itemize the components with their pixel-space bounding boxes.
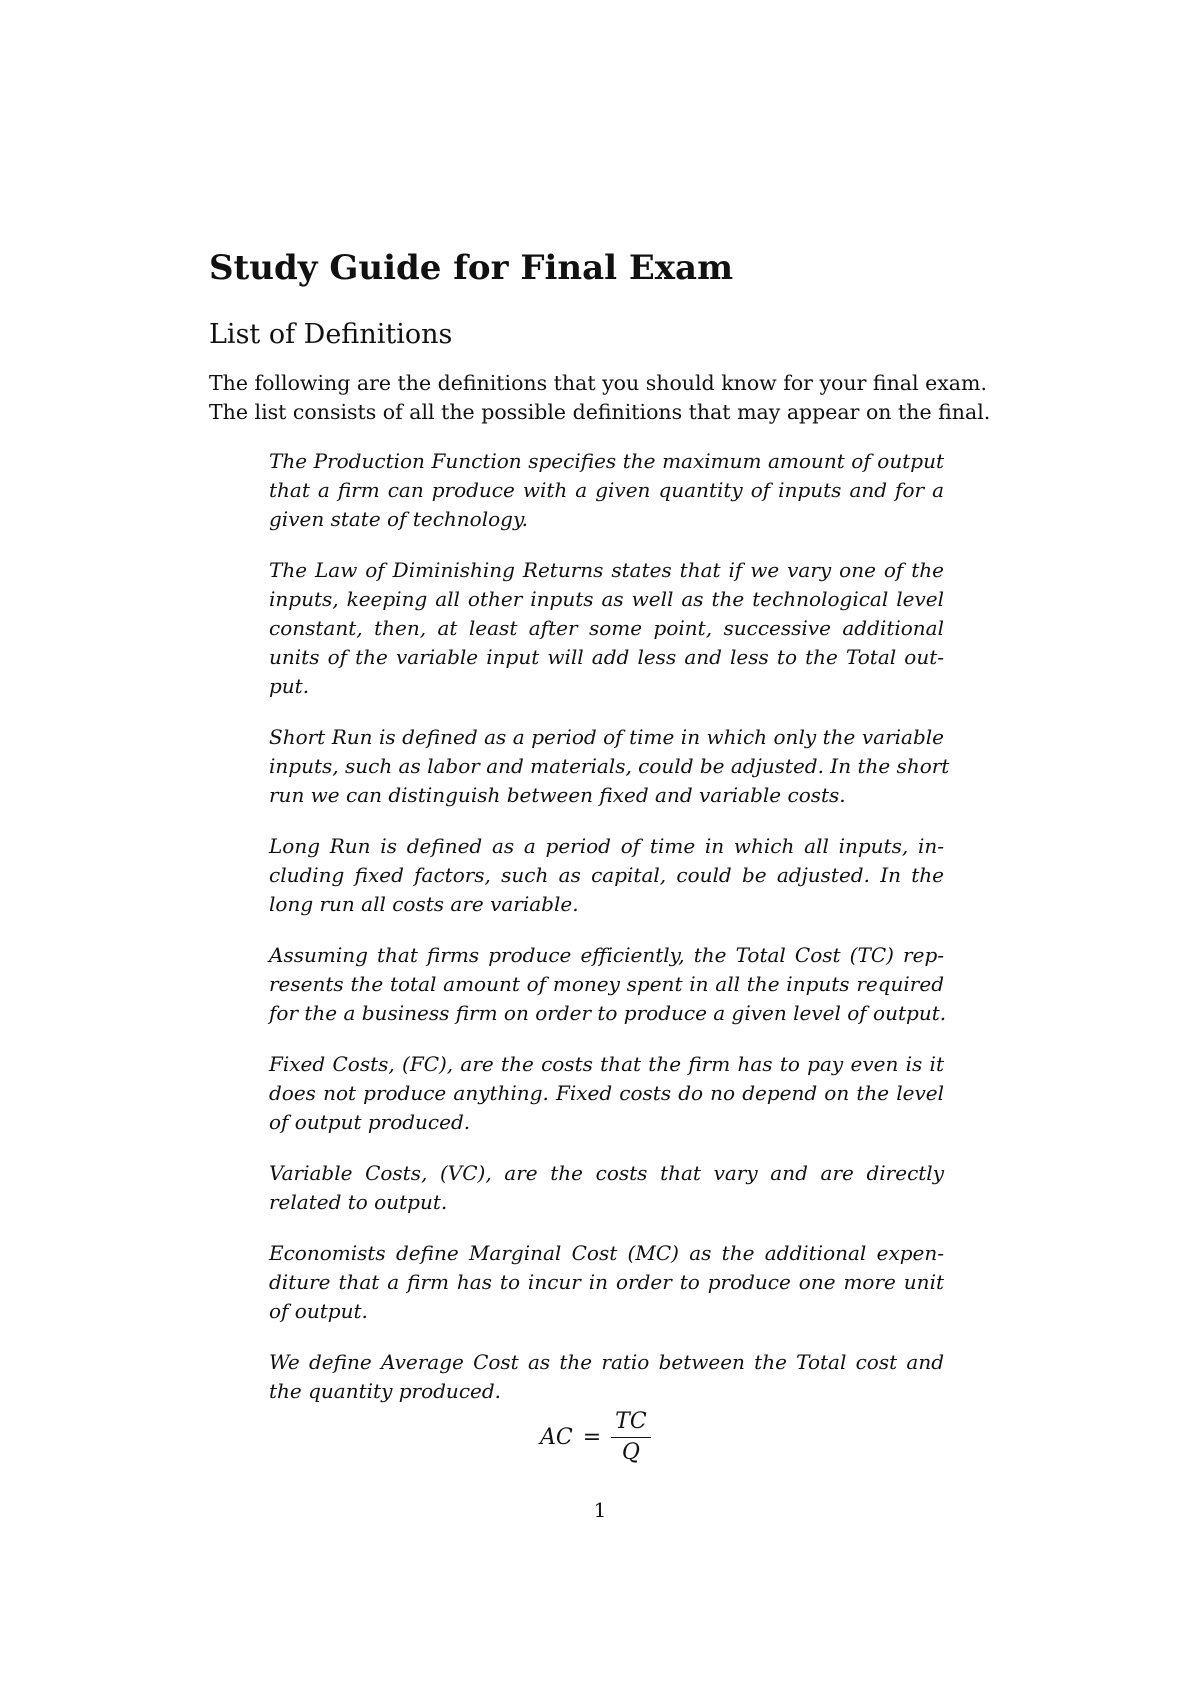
definition-short-run bbox=[269, 723, 950, 810]
definition-line: that a firm can produce with a given quantity of inputs and for a bbox=[269, 478, 944, 502]
definition-line: Fixed Costs, (FC), are the costs that the firm has to pay even is it bbox=[269, 1052, 944, 1076]
definition-fixed-costs bbox=[269, 1050, 944, 1137]
definition-average-cost bbox=[269, 1348, 944, 1406]
definition-production-function bbox=[269, 447, 944, 534]
section-title: List of Definitions bbox=[209, 319, 453, 350]
definition-line: of output produced. bbox=[269, 1110, 471, 1134]
definition-line: Short Run is defined as a period of time in which only the variable bbox=[269, 725, 944, 749]
formula-equals: = bbox=[582, 1425, 602, 1450]
page-title: Study Guide for Final Exam bbox=[209, 248, 734, 288]
definition-line: run we can distinguish between fixed and variable costs. bbox=[269, 783, 846, 807]
formula-fraction bbox=[611, 1409, 651, 1466]
definition-line: We define Average Cost as the ratio between the Total cost and bbox=[269, 1350, 944, 1374]
page-number: 1 bbox=[593, 1498, 607, 1522]
definition-marginal-cost bbox=[269, 1239, 944, 1326]
formula-denominator: Q bbox=[621, 1440, 640, 1465]
intro-line: The list consists of all the possible definitions that may appear on the final. bbox=[209, 400, 991, 424]
definition-law-of-diminishing-returns bbox=[269, 556, 944, 701]
definition-line: related to output. bbox=[269, 1190, 448, 1214]
definition-line: Variable Costs, (VC), are the costs that vary and are directly bbox=[269, 1161, 944, 1185]
intro-line: The following are the definitions that you should know for your final exam. bbox=[209, 371, 987, 395]
definition-line: long run all costs are variable. bbox=[269, 892, 579, 916]
definition-line: resents the total amount of money spent in all the inputs required bbox=[269, 972, 944, 996]
definition-long-run bbox=[269, 832, 944, 919]
definition-total-cost bbox=[269, 941, 947, 1028]
definition-variable-costs bbox=[269, 1159, 944, 1217]
average-cost-formula bbox=[540, 1409, 651, 1466]
definition-line: of output. bbox=[269, 1299, 368, 1323]
definition-line: put. bbox=[269, 674, 310, 698]
definition-line: inputs, keeping all other inputs as well as the technological level bbox=[269, 587, 944, 611]
definition-line: The Law of Diminishing Returns states that if we vary one of the bbox=[269, 558, 944, 582]
formula-numerator: TC bbox=[611, 1409, 651, 1438]
formula-lhs: AC bbox=[540, 1425, 573, 1450]
definition-line: diture that a firm has to incur in order to produce one more unit bbox=[269, 1270, 944, 1294]
definitions-list bbox=[269, 447, 950, 1428]
definition-line: Assuming that firms produce efficiently, the Total Cost (TC) rep- bbox=[269, 943, 944, 967]
definition-line: cluding fixed factors, such as capital, could be adjusted. In the bbox=[269, 863, 944, 887]
definition-line: Long Run is defined as a period of time in which all inputs, in- bbox=[269, 834, 944, 858]
definition-line: constant, then, at least after some point, successive additional bbox=[269, 616, 944, 640]
definition-line: for the a business firm on order to produce a given level of output. bbox=[269, 1001, 947, 1025]
definition-line: inputs, such as labor and materials, could be adjusted. In the short bbox=[269, 754, 950, 778]
intro-paragraph bbox=[209, 369, 1009, 427]
definition-line: does not produce anything. Fixed costs do no depend on the level bbox=[269, 1081, 944, 1105]
definition-line: units of the variable input will add less and less to the Total out- bbox=[269, 645, 944, 669]
definition-line: The Production Function specifies the maximum amount of output bbox=[269, 449, 944, 473]
definition-line: Economists define Marginal Cost (MC) as the additional expen- bbox=[269, 1241, 944, 1265]
definition-line: given state of technology. bbox=[269, 507, 528, 531]
definition-line: the quantity produced. bbox=[269, 1379, 502, 1403]
